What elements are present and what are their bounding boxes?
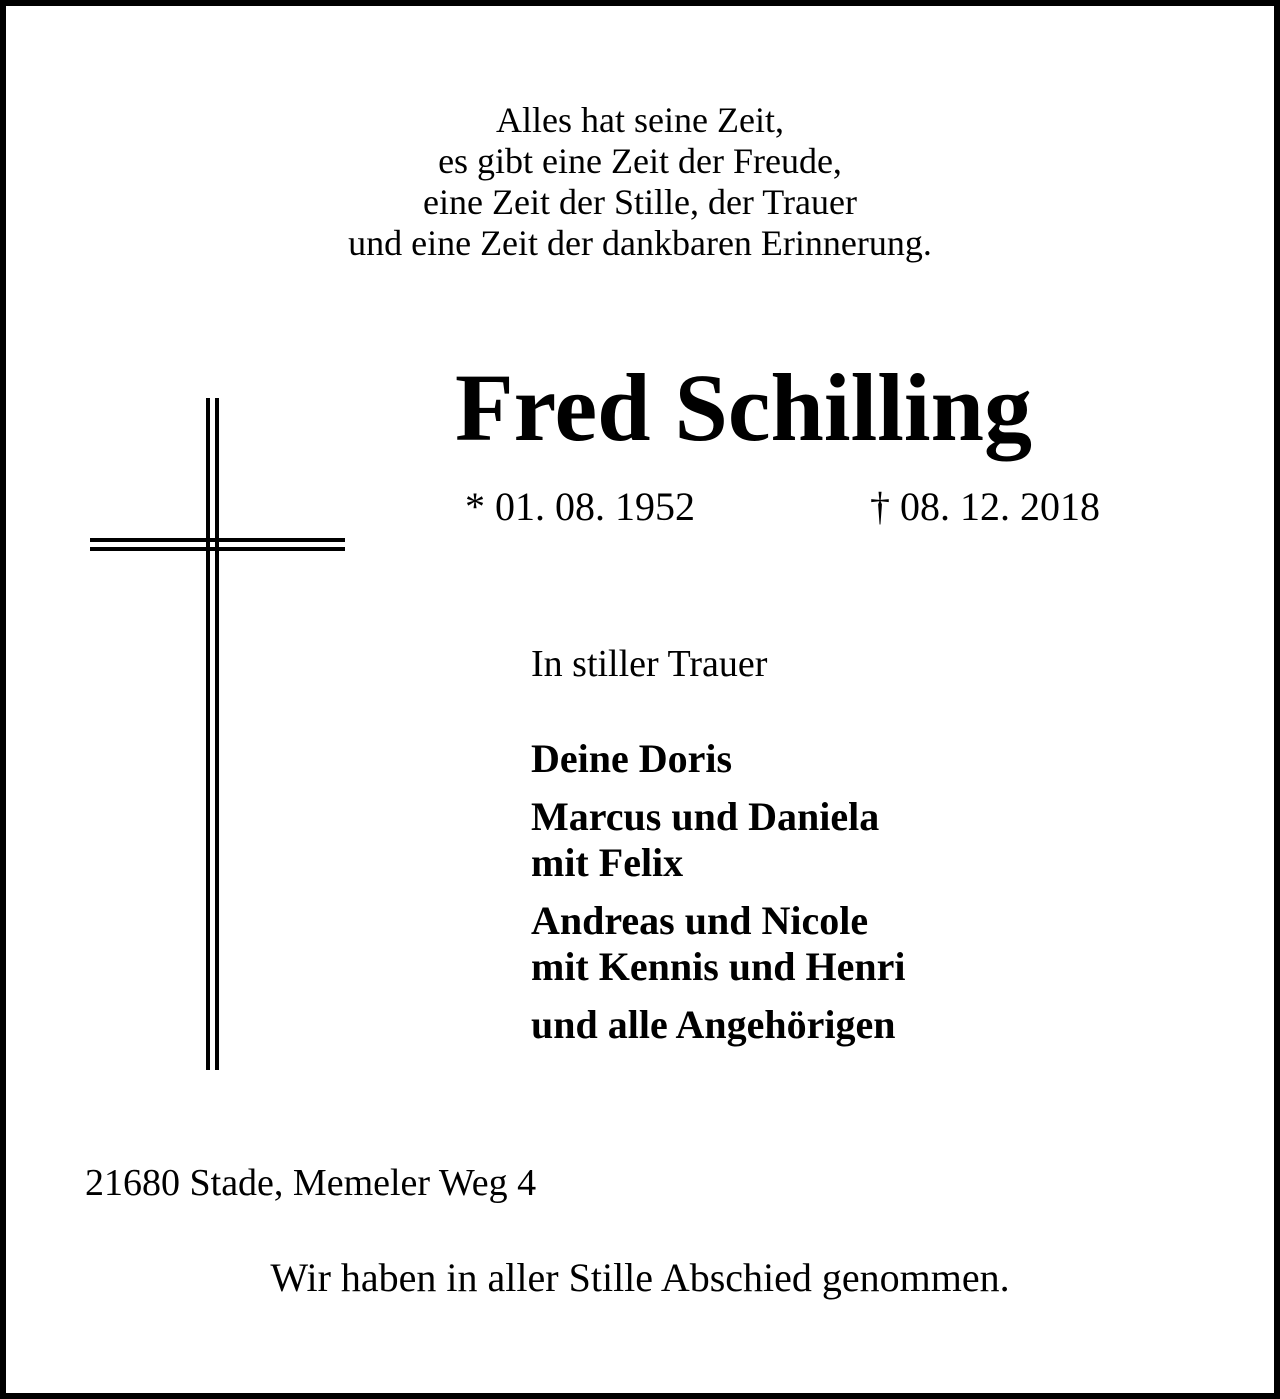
mourner-group: [531, 898, 906, 990]
poem-line: Alles hat seine Zeit,: [496, 100, 784, 140]
mourner-line: und alle Angehörigen: [531, 1002, 896, 1047]
address: 21680 Stade, Memeler Weg 4: [85, 1162, 537, 1204]
death-date: † 08. 12. 2018: [870, 484, 1100, 529]
mourner-line: mit Felix: [531, 840, 684, 885]
poem-line: eine Zeit der Stille, der Trauer: [423, 182, 857, 222]
mourner-line: Deine Doris: [531, 736, 733, 781]
mourner-line: Andreas und Nicole: [531, 898, 869, 943]
mourner-group: [531, 736, 906, 782]
mourning-intro: In stiller Trauer: [531, 643, 768, 685]
mourner-line: mit Kennis und Henri: [531, 944, 906, 989]
mourners-list: [531, 736, 906, 1060]
mourner-group: [531, 1002, 906, 1048]
poem-line: es gibt eine Zeit der Freude,: [438, 141, 842, 181]
mourner-group: [531, 794, 906, 886]
birth-date: * 01. 08. 1952: [465, 484, 695, 529]
poem-line: und eine Zeit der dankbaren Erinnerung.: [348, 223, 932, 263]
closing-note: Wir haben in aller Stille Abschied genommen.: [270, 1255, 1010, 1300]
cross-icon: [90, 398, 345, 1070]
deceased-name: Fred Schilling: [455, 354, 1032, 461]
poem: [0, 100, 1280, 264]
mourner-line: Marcus und Daniela: [531, 794, 880, 839]
